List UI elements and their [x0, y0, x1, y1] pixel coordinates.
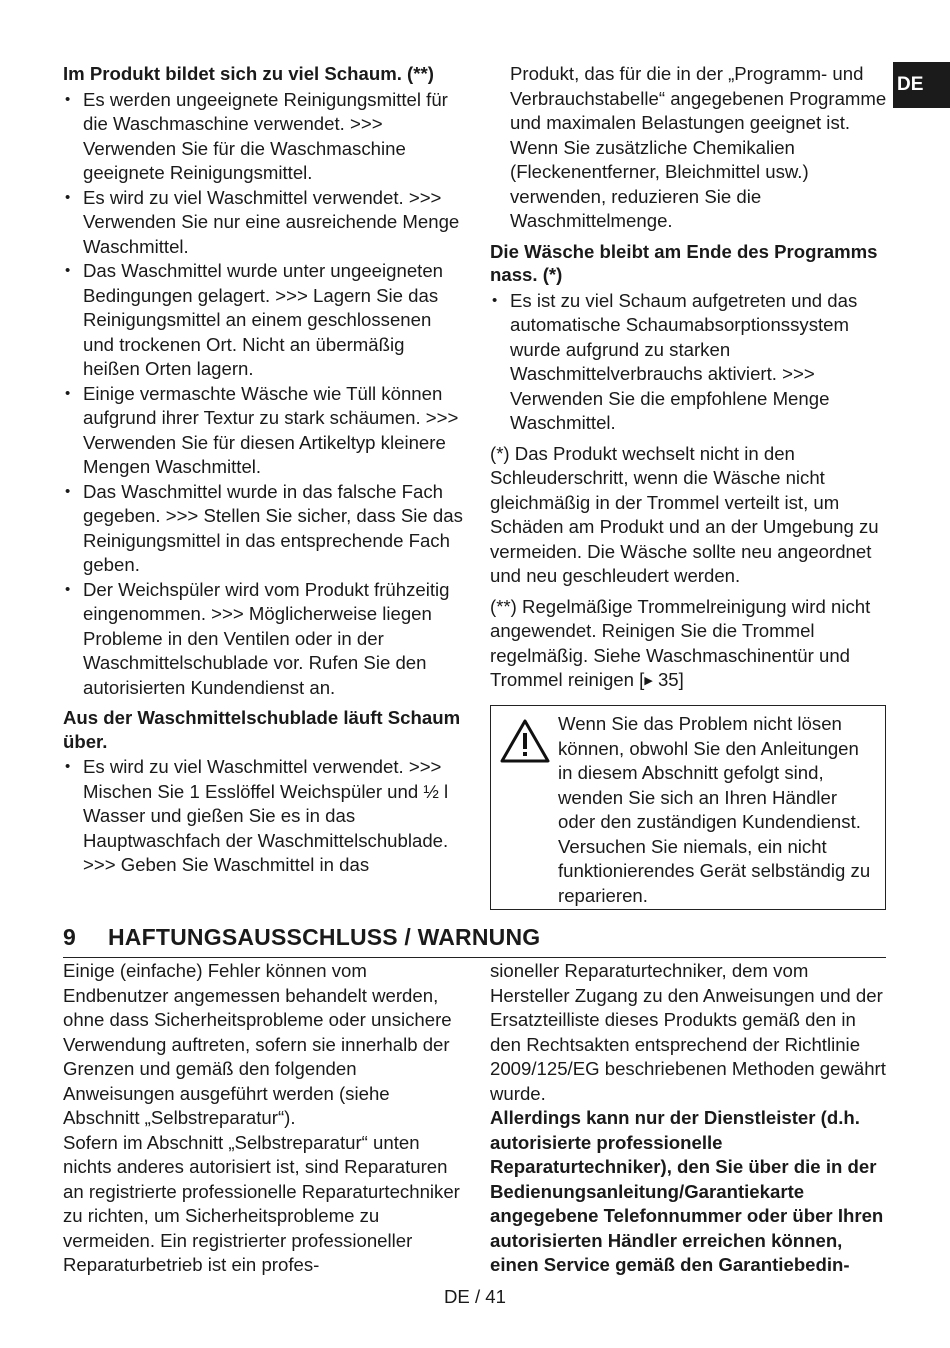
- disclaimer-paragraph-1: Einige (einfache) Fehler können vom Endbenutzer angemessen behandelt werden, ohne dass Sicherheitsprobleme oder unsichere Verwendung auftreten, sofern sie innerhalb der Grenzen und gemäß den folgenden Anweisungen ausgeführt werden (siehe Abschnitt „Selbstreparatur“).: [63, 960, 452, 1128]
- warning-box: [490, 705, 886, 910]
- language-tab: [893, 62, 950, 108]
- disclaimer-paragraph-3: sioneller Reparaturtechniker, dem vom Hersteller Zugang zu den Anweisungen und der Ersatzteilliste dieses Produkts gemäß den in den Rechtsakten entsprechend der Richtlinie 2009/125/EG beschriebenen Methoden gewährt wurde.: [490, 960, 886, 1104]
- right-column: [490, 62, 888, 694]
- language-label: DE: [897, 74, 924, 95]
- continuation-text: Produkt, das für die in der „Programm- und Verbrauchstabelle“ angegebenen Programme und maximalen Belastungen geeignet ist. Wenn Sie zusätzliche Chemikalien (Fleckenentferner, Bleichmittel usw.) verwenden, reduzieren Sie die Waschmittelmenge.: [510, 63, 887, 231]
- heading-too-much-foam: Im Produkt bildet sich zu viel Schaum. (**): [63, 63, 434, 84]
- section-number: 9: [63, 924, 76, 950]
- disclaimer-bold-paragraph: Allerdings kann nur der Dienstleister (d.h. autorisierte professionelle Reparaturtechniker), den Sie über die in der Bedienungsanleitung/Garantiekarte angegebene Telefonnummer oder über Ihren autorisierten Händler erreichen können, einen Service gemäß den Garantiebedin-: [490, 1107, 884, 1275]
- note-text: (**) Regelmäßige Trommelreinigung wird nicht angewendet. Reinigen Sie die Trommel regelmäßig. Siehe Waschmaschinentür und Trommel reinigen [: [490, 595, 871, 690]
- section-right-column: [490, 959, 888, 1278]
- left-column: [63, 62, 463, 884]
- page-ref-arrow-icon: ▶: [644, 675, 653, 687]
- section-left-column: [63, 959, 463, 1278]
- heading-foam-overflow: Aus der Waschmittelschublade läuft Schaum über.: [63, 707, 461, 752]
- page-number: DE / 41: [443, 1286, 506, 1307]
- section-header: [63, 924, 886, 958]
- note-double-asterisk: [490, 595, 888, 694]
- warning-text: Wenn Sie das Problem nicht lösen können, obwohl Sie den Anleitungen in diesem Abschnitt gefolgt sind, wenden Sie sich an Ihren Händler oder den zuständigen Kundendienst. Versuchen Sie niemals, ein nicht funktionierendes Gerät selbständig zu reparieren.: [558, 713, 871, 906]
- wet-causes-list: [490, 289, 888, 436]
- list-item: • Der Weichspüler wird vom Produkt frühzeitig eingenommen. >>> Möglicherweise liegen Probleme in den Ventilen oder in der Waschmittelschublade vor. Rufen Sie den autorisierten Kundendienst an.: [63, 578, 463, 701]
- list-item: • Es wird zu viel Waschmittel verwendet. >>> Mischen Sie 1 Esslöffel Weichspüler und ½ l Wasser und gießen Sie es in das Hauptwaschfach der Waschmittelschublade. >>> Geben Sie Waschmittel in das: [63, 755, 463, 878]
- list-item: • Das Waschmittel wurde unter ungeeigneten Bedingungen gelagert. >>> Lagern Sie das Reinigungsmittel an einem geschlossenen und trockenen Ort. Nicht an übermäßig heißen Orten lagern.: [63, 259, 463, 382]
- list-item: • Es werden ungeeignete Reinigungsmittel für die Waschmaschine verwendet. >>> Verwenden Sie für die Waschmaschine geeignete Reinigungsmittel.: [63, 88, 463, 186]
- list-item: • Das Waschmittel wurde in das falsche Fach gegeben. >>> Stellen Sie sicher, dass Sie das Reinigungsmittel in das entsprechende Fach geben.: [63, 480, 463, 578]
- list-item: • Es ist zu viel Schaum aufgetreten und das automatische Schaumabsorptionssystem wurde aufgrund zu starken Waschmittelverbrauchs aktiviert. >>> Verwenden Sie die empfohlene Menge Waschmittel.: [490, 289, 888, 436]
- list-item: • Es wird zu viel Waschmittel verwendet. >>> Verwenden Sie nur eine ausreichende Menge Waschmittel.: [63, 186, 463, 260]
- disclaimer-paragraph-2: Sofern im Abschnitt „Selbstreparatur“ unten nichts anderes autorisiert ist, sind Reparaturen an registrierte professionelle Reparaturtechniker zu richten, um Sicherheitsprobleme zu vermeiden. Ein registrierter professioneller Reparaturbetrieb ist ein profes-: [63, 1131, 460, 1275]
- warning-triangle-icon: [499, 718, 551, 764]
- heading-laundry-wet: Die Wäsche bleibt am Ende des Programms nass. (*): [490, 240, 878, 285]
- note-single-asterisk: (*) Das Produkt wechselt nicht in den Schleuderschritt, wenn die Wäsche nicht gleichmäßig in der Trommel verteilt ist, um Schäden am Produkt und an der Umgebung zu vermeiden. Die Wäsche sollte neu angeordnet und neu geschleudert werden.: [490, 442, 879, 586]
- section-title: HAFTUNGSAUSSCHLUSS / WARNUNG: [108, 924, 541, 950]
- foam-causes-list: [63, 88, 463, 701]
- overflow-causes-list: [63, 755, 463, 878]
- page-ref[interactable]: 35]: [657, 669, 684, 690]
- list-item: • Einige vermaschte Wäsche wie Tüll können aufgrund ihrer Textur zu stark schäumen. >>> Verwenden Sie für diesen Artikeltyp kleinere Mengen Waschmittel.: [63, 382, 463, 480]
